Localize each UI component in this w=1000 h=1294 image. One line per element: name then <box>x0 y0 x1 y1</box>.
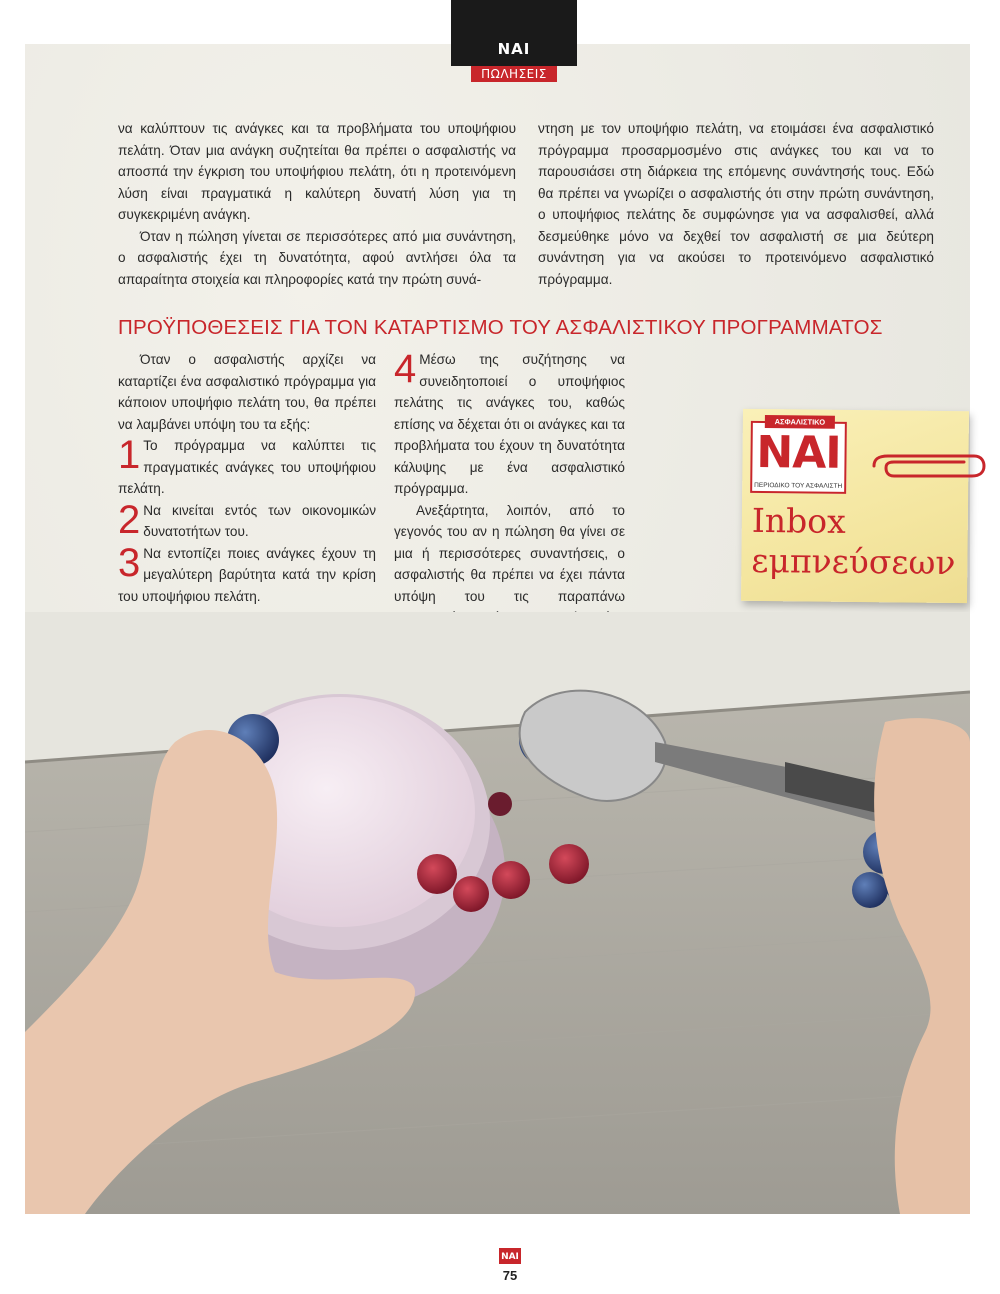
item-number: 4 <box>394 347 417 391</box>
intro-paragraph: Όταν η πώληση γίνεται σε περισσότερες από μια συνάντηση, ο ασφαλιστής έχει τη δυνατότητα, αφού αντλήσει όλα τα απαραίτητα στοιχεία και πληροφορίες κατά την πρώτη συνά- <box>118 228 516 287</box>
item-text: Μέσω της συζήτησης να συνειδητοποιεί ο υποψήφιος πελάτης τις ανάγκες του, καθώς επίσης να δέχεται ότι οι ανάγκες και τα προβλήματα του έχουν τη δυνατότητα κάλυψης με ένα ασφαλιστικό πρόγραμμα. <box>394 352 625 496</box>
intro-paragraph: να καλύπτουν τις ανάγκες και τα προβλήματα του υποψήφιου πελάτη. Όταν μια ανάγκη συζητείται θα πρέπει ο ασφαλιστής να αποσπά την έγκριση του υποψήφιου πελάτη, ότι η προτεινόμενη λύση είναι πραγματικά η καλύτερη δυνατή λύση για τη συγκεκριμένη ανάγκη. <box>118 121 516 222</box>
paperclip-icon <box>868 446 986 486</box>
logo-subtitle: ΠΕΡΙΟΔΙΚΟ ΤΟΥ ΑΣΦΑΛΙΣΤΗ <box>754 481 843 490</box>
footer-logo: ΝΑΙ <box>499 1248 521 1264</box>
item-text: Το πρόγραμμα να καλύπτει τις πραγματικές ανάγκες του υποψήφιου πελάτη. <box>118 438 376 496</box>
item-number: 1 <box>118 433 141 477</box>
logo-word: ΝΑΙ <box>756 426 841 479</box>
section-tag <box>451 0 577 82</box>
note-title <box>751 501 962 583</box>
item-text: Να κινείται εντός των οικονομικών δυνατοτήτων του. <box>143 502 376 539</box>
logo-tag: ΑΣΦΑΛΙΣΤΙΚΟ <box>765 415 835 429</box>
numbered-item <box>394 349 625 500</box>
note-title-line: εμπνεύσεων <box>751 540 956 583</box>
body-left-column <box>118 349 376 607</box>
note-title-line: Inbox <box>751 500 846 541</box>
intro-right-column <box>538 118 934 290</box>
intro-paragraph: ντηση με τον υποψήφιο πελάτη, να ετοιμάσει ένα ασφαλιστικό πρόγραμμα προσαρμοσμένο στις ανάγκες του και να το παρουσιάσει στη διάρκεια της επόμενης συνάντησής τους. Εδώ θα πρέπει να γνωρίζει ο ασφαλιστής ότι στην πρώτη συνάντηση, ο υποψήφιος πελάτης δε συμφώνησε για να ασφαλισθεί, αλλά δεσμεύθηκε μόνο να δεχθεί τον ασφαλιστή σε μια δεύτερη συνάντηση για να ακούσει το προτεινόμενο ασφαλιστικό πρόγραμμα. <box>538 121 934 287</box>
closing-paragraph: Ανεξάρτητα, λοιπόν, από το γεγονός του αν η πώληση θα γίνει σε μια ή περισσότερες συναντήσεις, ο ασφαλιστής θα πρέπει να έχει πάντα υπόψη του τις παραπάνω <box>394 502 625 604</box>
numbered-item <box>118 497 376 543</box>
sticky-note <box>741 409 969 603</box>
section-brand: ΝΑΙ <box>497 40 531 58</box>
intro-left-column <box>118 118 516 290</box>
numbered-item <box>118 540 376 608</box>
numbered-item <box>118 435 376 500</box>
yogurt-photo <box>25 612 970 1214</box>
lead-paragraph: Όταν ο ασφαλιστής αρχίζει να καταρτίζει ένα ασφαλιστικό πρόγραμμα για κάποιον υποψήφιο πελάτη του, θα πρέπει να λαμβάνει υπόψη του τα εξής: <box>118 352 376 432</box>
item-number: 3 <box>118 540 141 585</box>
page-number: 75 <box>502 1268 518 1283</box>
section-label: ΠΩΛΗΣΕΙΣ <box>471 66 557 82</box>
item-text: Να εντοπίζει ποιες ανάγκες έχουν τη μεγαλύτερη βαρύτητα κατά την κρίση του υποψήφιου πελάτη. <box>118 545 376 604</box>
body-right-column <box>394 349 625 650</box>
item-number: 2 <box>118 497 141 542</box>
section-heading: ΠΡΟΫΠΟΘΕΣΕΙΣ ΓΙΑ ΤΟΝ ΚΑΤΑΡΤΙΣΜΟ ΤΟΥ ΑΣΦΑΛΙΣΤΙΚΟΥ ΠΡΟΓΡΑΜΜΑΤΟΣ <box>118 316 883 339</box>
magazine-logo <box>750 417 847 494</box>
